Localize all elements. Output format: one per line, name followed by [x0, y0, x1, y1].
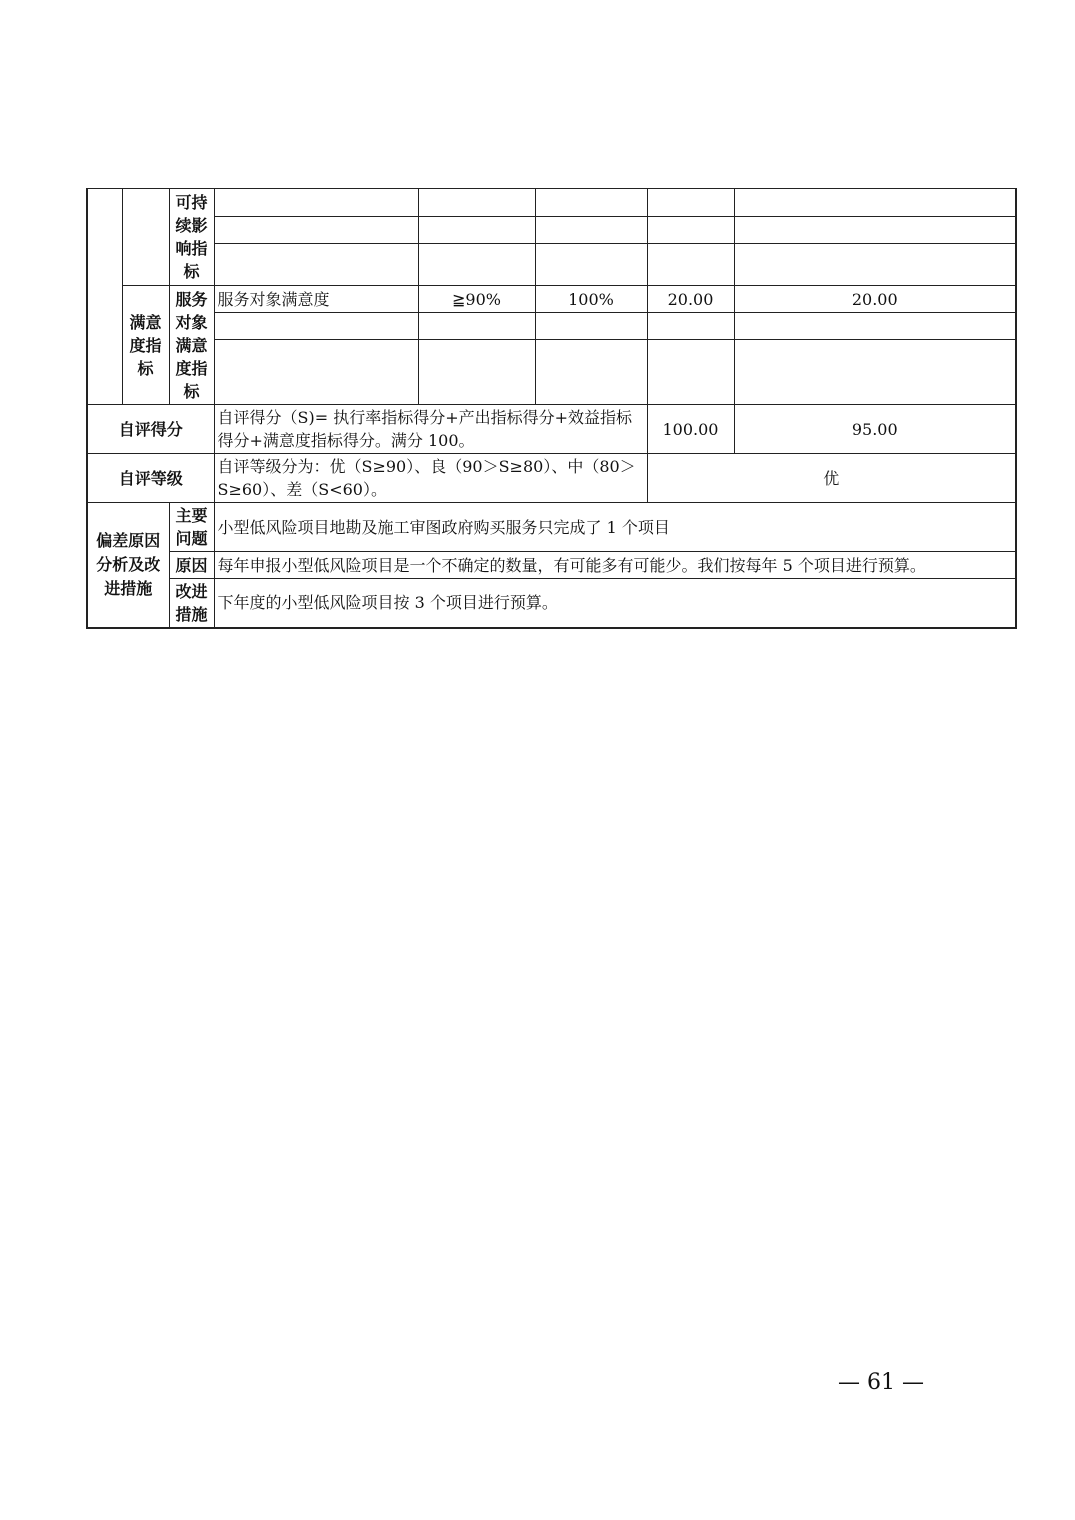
table-row — [87, 217, 1016, 244]
sustain-actual-3 — [535, 244, 647, 286]
sustain-score-3 — [734, 244, 1016, 286]
satisfaction-actual-3 — [535, 340, 647, 405]
satisfaction-sub-label: 服务对象满意度指标 — [169, 286, 214, 405]
satisfaction-name-2 — [214, 313, 418, 340]
sustain-score-2 — [734, 217, 1016, 244]
sustain-weight-1 — [647, 189, 734, 217]
table-row — [87, 454, 1016, 503]
table-row — [87, 503, 1016, 552]
self-score-value: 95.00 — [734, 405, 1016, 454]
deviation-label: 偏差原因分析及改进措施 — [87, 503, 169, 628]
main-problem-label: 主要问题 — [169, 503, 214, 552]
table-row — [87, 552, 1016, 579]
sustain-target-2 — [418, 217, 535, 244]
sustain-actual-2 — [535, 217, 647, 244]
table-row — [87, 313, 1016, 340]
measure-text: 下年度的小型低风险项目按 3 个项目进行预算。 — [214, 579, 1016, 628]
table-row — [87, 286, 1016, 313]
sustain-name-3 — [214, 244, 418, 286]
self-grade-label: 自评等级 — [87, 454, 214, 503]
satisfaction-target: ≧90% — [418, 286, 535, 313]
sustain-score-1 — [734, 189, 1016, 217]
table-row — [87, 405, 1016, 454]
table-row — [87, 579, 1016, 628]
table-row — [87, 244, 1016, 286]
sustain-weight-2 — [647, 217, 734, 244]
page-number: — 61 — — [838, 1370, 924, 1395]
main-problem-text: 小型低风险项目地勘及施工审图政府购买服务只完成了 1 个项目 — [214, 503, 1016, 552]
satisfaction-name: 服务对象满意度 — [214, 286, 418, 313]
table-row — [87, 189, 1016, 217]
measure-label: 改进措施 — [169, 579, 214, 628]
table-row — [87, 340, 1016, 405]
sustainability-label: 可持续影响指标 — [169, 189, 214, 286]
sustain-target-1 — [418, 189, 535, 217]
self-score-full: 100.00 — [647, 405, 734, 454]
satisfaction-weight-3 — [647, 340, 734, 405]
self-grade-value: 优 — [647, 454, 1016, 503]
satisfaction-weight: 20.00 — [647, 286, 734, 313]
self-score-label: 自评得分 — [87, 405, 214, 454]
self-score-formula: 自评得分（S)= 执行率指标得分+产出指标得分+效益指标得分+满意度指标得分。满分 100。 — [214, 405, 647, 454]
self-grade-description: 自评等级分为：优（S≥90）、良（90＞S≥80）、中（80＞S≥60）、差（S<60）。 — [214, 454, 647, 503]
satisfaction-weight-2 — [647, 313, 734, 340]
sustain-target-3 — [418, 244, 535, 286]
satisfaction-score-2 — [734, 313, 1016, 340]
satisfaction-score: 20.00 — [734, 286, 1016, 313]
performance-table — [86, 188, 1017, 629]
sustain-name-2 — [214, 217, 418, 244]
satisfaction-target-3 — [418, 340, 535, 405]
satisfaction-actual: 100% — [535, 286, 647, 313]
sustain-actual-1 — [535, 189, 647, 217]
reason-label: 原因 — [169, 552, 214, 579]
satisfaction-group-label: 满意度指标 — [122, 286, 169, 405]
satisfaction-target-2 — [418, 313, 535, 340]
satisfaction-actual-2 — [535, 313, 647, 340]
outer-blank-cell — [87, 189, 122, 405]
benefit-blank-cell — [122, 189, 169, 286]
satisfaction-score-3 — [734, 340, 1016, 405]
satisfaction-name-3 — [214, 340, 418, 405]
sustain-weight-3 — [647, 244, 734, 286]
sustain-name-1 — [214, 189, 418, 217]
reason-text: 每年申报小型低风险项目是一个不确定的数量，有可能多有可能少。我们按每年 5 个项目进行预算。 — [214, 552, 1016, 579]
